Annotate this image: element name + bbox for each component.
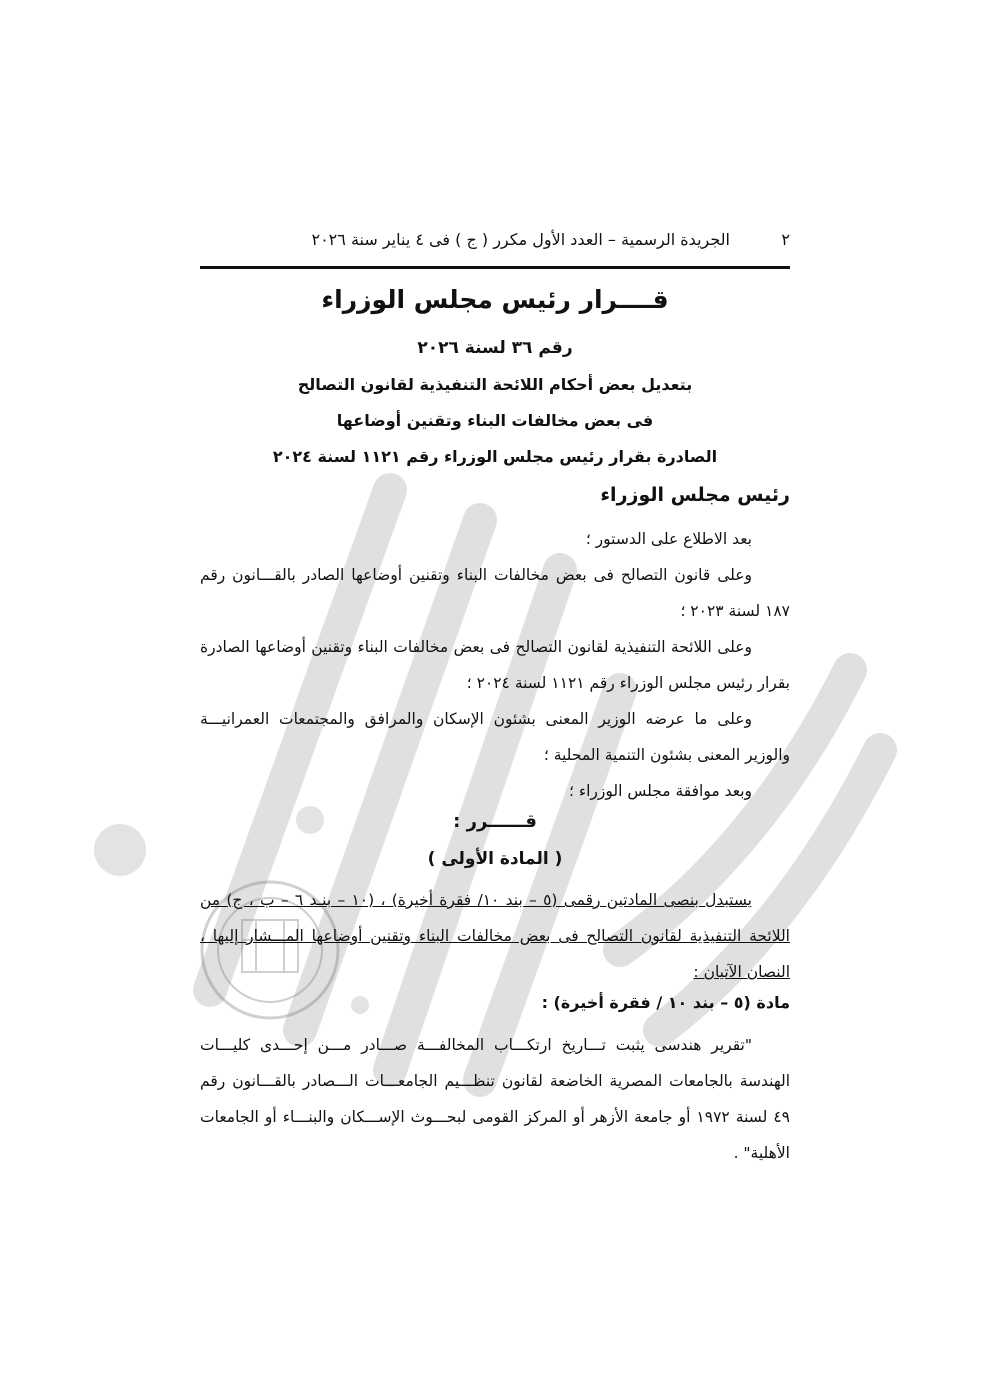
issuer-heading: رئيس مجلس الوزراء	[600, 484, 790, 506]
preamble-paragraph: بعد الاطلاع على الدستور ؛	[585, 530, 752, 548]
decree-subject-line-1: بتعديل بعض أحكام اللائحة التنفيذية لقانون التصالح	[297, 375, 693, 394]
page-number: ٢	[781, 230, 790, 249]
preamble-paragraph: وعلى اللائحة التنفيذية لقانون التصالح فى بعض مخالفات البناء وتقنين أوضاعها الصادرة بقرار رئيس مجلس الوزراء رقم ١١٢١ لسنة ٢٠٢٤ ؛	[200, 638, 790, 692]
preamble-paragraph: وبعد موافقة مجلس الوزراء ؛	[568, 782, 752, 800]
decision-label: قــــــرر :	[453, 811, 537, 832]
decree-subject-line-2: فى بعض مخالفات البناء وتقنين أوضاعها	[336, 411, 654, 430]
preamble-paragraph: وعلى قانون التصالح فى بعض مخالفات البناء وتقنين أوضاعها الصادر بالقـــانون رقم ١٨٧ لسنة ٢٠٢٣ ؛	[200, 566, 790, 620]
page-header	[200, 226, 790, 256]
subarticle-heading: مادة (٥ – بند ١٠ / فقرة أخيرة) :	[541, 993, 790, 1012]
preamble-paragraph: وعلى ما عرضه الوزير المعنى بشئون الإسكان والمرافق والمجتمعات العمرانيـــة والوزير المعنى بشئون التنمية المحلية ؛	[200, 710, 790, 764]
quoted-article-text: "تقرير هندسى يثبت تـــاريخ ارتكـــاب المخالفـــة صـــادر مـــن إحـــدى كليـــات الهندسة بالجامعات المصرية الخاضعة لقانون تنظـــيم الجامعـــات الـــصادر بالقـــانون رقم ٤٩ لسنة ١٩٧٢ أو جامعة الأزهر أو المركز القومى لبحـــوث الإســـكان والبنـــاء أو الجامعات الأهلية" .	[200, 1036, 790, 1162]
decree-title: قــــرار رئيس مجلس الوزراء	[321, 285, 669, 314]
gazette-header-text: الجريدة الرسمية – العدد الأول مكرر ( ج ) فى ٤ يناير سنة ٢٠٢٦	[311, 230, 730, 249]
article-one-heading: ( المادة الأولى )	[427, 849, 563, 869]
replacement-paragraph: يستبدل بنصى المادتين رقمى (٥ – بند ١٠/ فقرة أخيرة) ، (١٠ – بنـد ٦ – ب ، ج) من اللائحة التنفيذية لقانون التصالح فى بعض مخالفات البناء وتقنين أوضاعها المـــشار إليها ، النصان الآتيان :	[200, 891, 790, 981]
decree-number: رقم ٣٦ لسنة ٢٠٢٦	[417, 338, 573, 358]
header-divider	[200, 266, 790, 269]
decree-subject-line-3: الصادرة بقرار رئيس مجلس الوزراء رقم ١١٢١ لسنة ٢٠٢٤	[272, 447, 718, 466]
